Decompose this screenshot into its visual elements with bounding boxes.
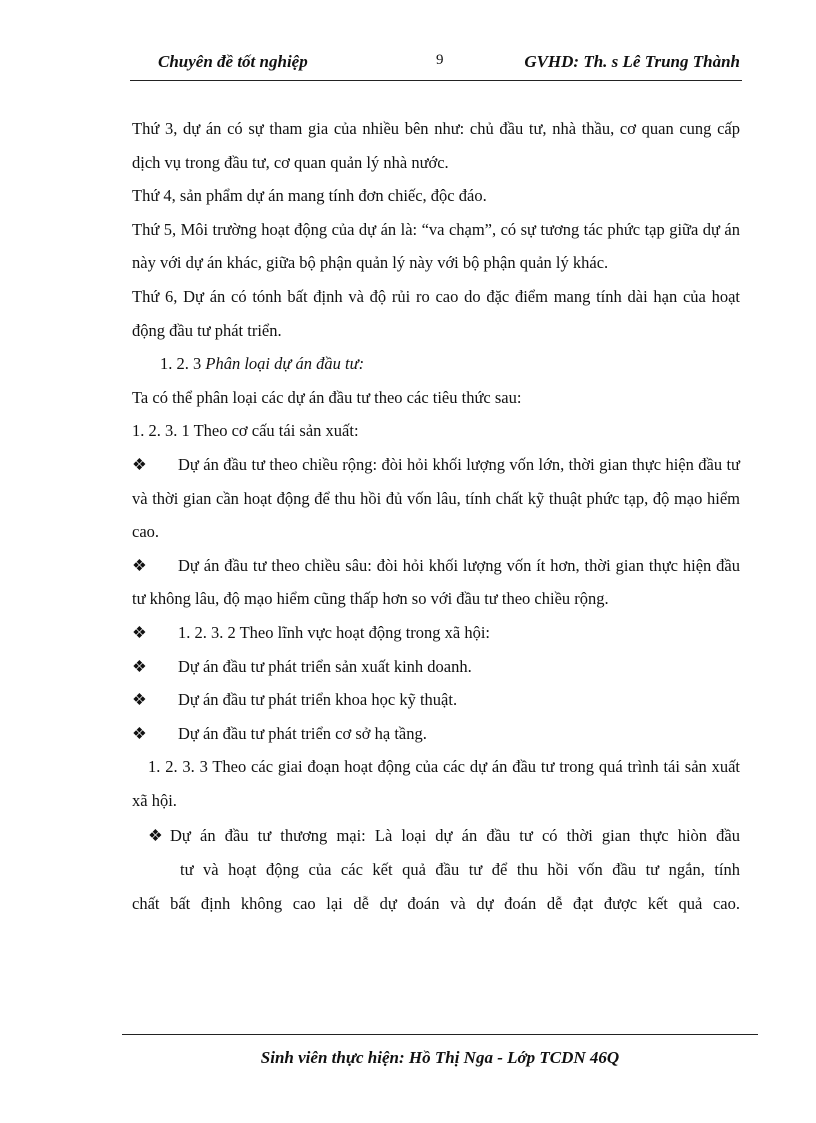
diamond-bullet-icon: ❖: [132, 723, 147, 743]
bullet-item-thuong-mai-line3: chất bất định không cao lại dễ dự đoán và dự đoán dễ đạt được kết quả cao.: [132, 893, 740, 913]
bullet-item-chieu-sau: [132, 549, 740, 616]
bullet-item-ha-tang: [132, 717, 740, 751]
bullet-item-thuong-mai-line2: tư và hoạt động của các kết quả đầu tư để thu hồi vốn đầu tư ngắn, tính: [180, 860, 740, 880]
diamond-bullet-icon: ❖: [148, 826, 163, 846]
footer-divider: [122, 1034, 758, 1035]
bullet-text: 1. 2. 3. 2 Theo lĩnh vực hoạt động trong xã hội:: [178, 622, 491, 642]
header-advisor: GVHD: Th. s Lê Trung Thành: [524, 52, 740, 71]
page-number: 9: [436, 52, 444, 68]
page-header: [130, 50, 742, 81]
section-heading-number: 1. 2. 3: [160, 354, 206, 374]
section-heading: [132, 347, 740, 381]
paragraph-thu-3: Thứ 3, dự án có sự tham gia của nhiều bên như: chủ đầu tư, nhà thầu, cơ quan cung cấp dịch vụ trong đầu tư, cơ quan quản lý nhà nước.: [132, 119, 740, 172]
bullet-text: Dự án đầu tư thương mại: Là loại dự án đầu tư có thời gian thực hiòn đầu: [170, 826, 740, 846]
bullet-text: Dự án đầu tư phát triển khoa học kỹ thuật.: [178, 690, 458, 710]
bullet-item-linh-vuc: [132, 616, 740, 650]
paragraph-thu-4: Thứ 4, sản phẩm dự án mang tính đơn chiếc, độc đáo.: [132, 186, 487, 206]
bullet-item-chieu-rong: [132, 448, 740, 549]
bullet-text: Dự án đầu tư theo chiều rộng: đòi hỏi khối lượng vốn lớn, thời gian thực hiện đầu tư và thời gian cần hoạt động để thu hồi đủ vốn lâu, tính chất kỹ thuật phức tạp, độ mạo hiểm cao.: [132, 454, 740, 542]
subsection-heading-1: 1. 2. 3. 1 Theo cơ cấu tái sản xuất:: [132, 421, 359, 441]
diamond-bullet-icon: ❖: [132, 622, 147, 642]
paragraph-thu-6: Thứ 6, Dự án có tónh bất định và độ rủi ro cao do đặc điểm mang tính dài hạn của hoạt động đầu tư phát triển.: [132, 286, 740, 340]
diamond-bullet-icon: ❖: [132, 555, 147, 575]
page-footer: Sinh viên thực hiện: Hồ Thị Nga - Lớp TCDN 46Q: [260, 1048, 620, 1067]
bullet-item-thuong-mai-line1: [132, 819, 740, 853]
diamond-bullet-icon: ❖: [132, 454, 147, 474]
bullet-item-san-xuat: [132, 650, 740, 684]
paragraph-thu-5: Thứ 5, Môi trường hoạt động của dự án là: “va chạm”, có sự tương tác phức tạp giữa dự án này với dự án khác, giữa bộ phận quản lý này với bộ phận quản lý khác.: [132, 219, 740, 273]
bullet-text: Dự án đầu tư phát triển cơ sở hạ tầng.: [178, 723, 427, 743]
bullet-text: Dự án đầu tư phát triển sản xuất kinh doanh.: [178, 656, 472, 676]
diamond-bullet-icon: ❖: [132, 656, 147, 676]
diamond-bullet-icon: ❖: [132, 690, 147, 710]
bullet-text: Dự án đầu tư theo chiều sâu: đòi hỏi khối lượng vốn ít hơn, thời gian thực hiện đầu tư không lâu, độ mạo hiểm cũng thấp hơn so với đầu tư theo chiều rộng.: [132, 555, 740, 609]
document-body: [132, 112, 740, 920]
bullet-item-khoa-hoc: [132, 683, 740, 717]
paragraph-intro: Ta có thể phân loại các dự án đầu tư theo các tiêu thức sau:: [132, 387, 522, 407]
section-heading-text: Phân loại dự án đầu tư:: [205, 354, 365, 374]
header-title: Chuyên đề tốt nghiệp: [158, 52, 308, 71]
subsection-heading-3: 1. 2. 3. 3 Theo các giai đoạn hoạt động của các dự án đầu tư trong quá trình tái sản xuất xã hội.: [132, 757, 740, 810]
